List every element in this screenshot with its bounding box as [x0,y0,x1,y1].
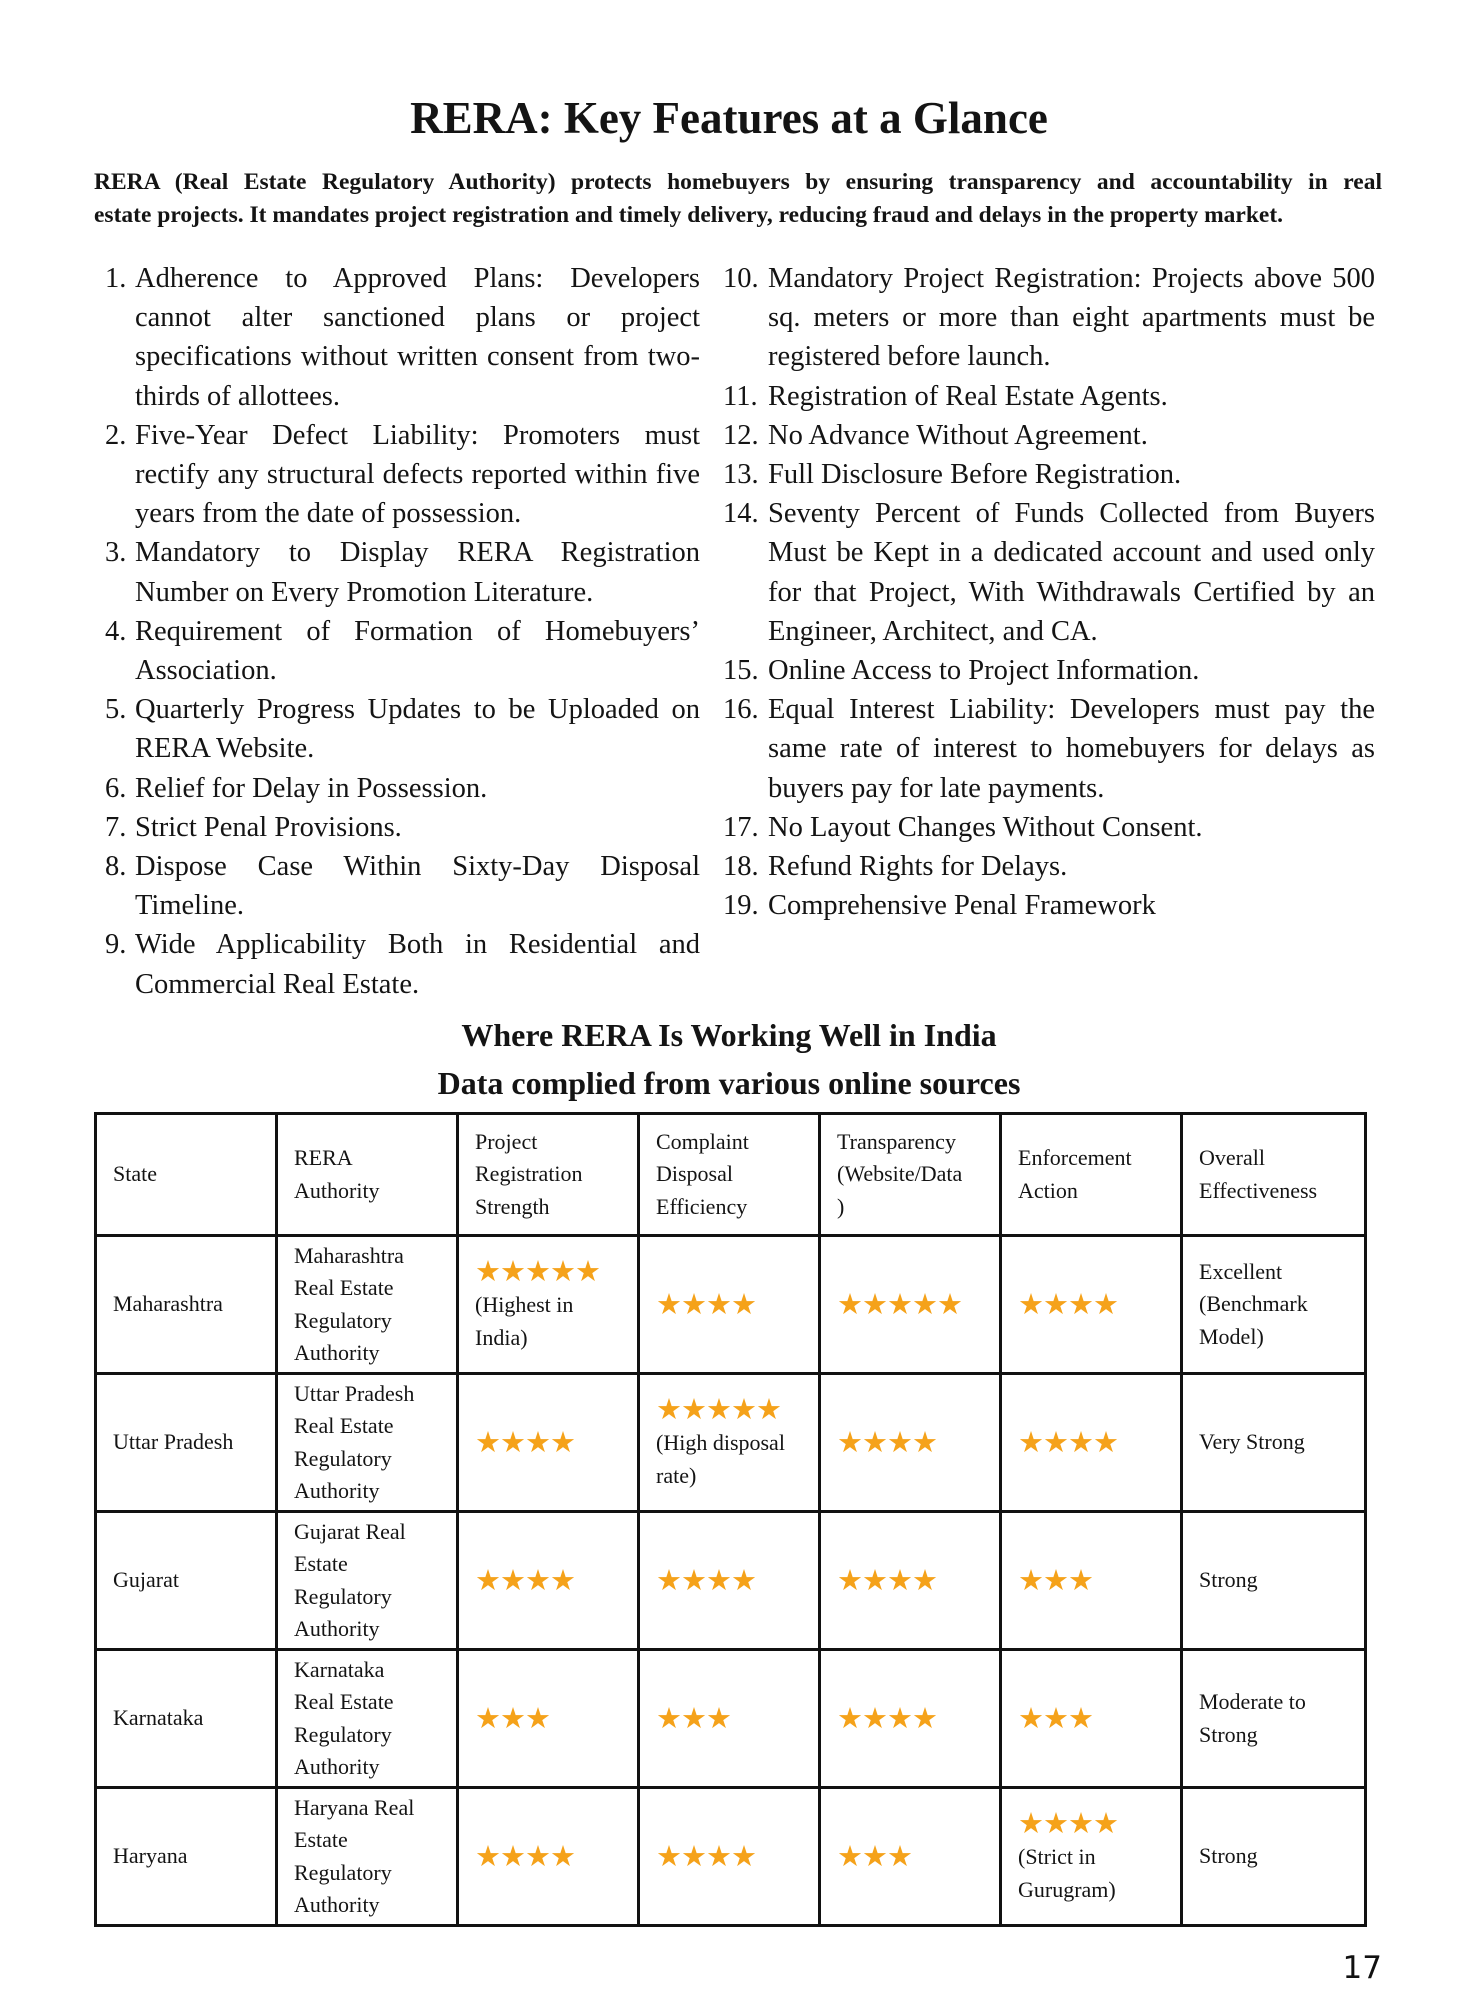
feature-number: 5. [105,694,127,726]
cell-transparency [820,1512,1001,1650]
header-text: Complaint [656,1128,749,1154]
feature-text: Mandatory to Display RERA Registration Number on Every Promotion Literature. [135,537,700,608]
star-rating-icon: ★★★★ [475,1426,575,1459]
cell-overall [1182,1374,1366,1512]
star-rating-icon: ★★★★ [1018,1288,1118,1321]
header-text: Registration [475,1161,583,1187]
star-rating-icon: ★★★★★ [656,1394,781,1426]
table-row [96,1512,1366,1650]
cell-state [96,1788,277,1926]
feature-text: Quarterly Progress Updates to be Uploaded on RERA Website. [135,694,700,765]
cell-state [96,1650,277,1788]
feature-item [723,259,1375,377]
authority-text: Authority [294,1616,380,1641]
cell-complaint [639,1512,820,1650]
feature-text: Online Access to Project Information. [768,655,1200,687]
feature-text: Mandatory Project Registration: Projects above 500 sq. meters or more than eight apartments must be registered before launch. [768,263,1375,373]
header-enforcement [1001,1114,1182,1236]
feature-item [723,847,1375,886]
cell-overall [1182,1650,1366,1788]
feature-item [105,690,700,768]
header-text: (Website/Data [837,1161,963,1187]
feature-item [723,651,1375,690]
feature-text: Comprehensive Penal Framework [768,890,1156,922]
feature-item [723,808,1375,847]
cell-registration [458,1650,639,1788]
state-name: Maharashtra [113,1291,223,1317]
feature-number: 19. [723,890,759,922]
header-text: Disposal [656,1161,733,1187]
header-text: Action [1018,1177,1078,1203]
star-rating-icon: ★★★★ [1018,1426,1118,1459]
cell-registration [458,1512,639,1650]
feature-text: Relief for Delay in Possession. [135,772,488,804]
feature-text: Adherence to Approved Plans: Developers cannot alter sanctioned plans or project specifications without written consent from two-thirds of allottees. [135,263,700,412]
feature-number: 6. [105,772,127,804]
feature-item [105,847,700,925]
feature-item [723,690,1375,808]
cell-overall [1182,1788,1366,1926]
star-rating-icon: ★★★ [475,1702,550,1735]
header-text: RERA [294,1145,353,1170]
feature-text: Requirement of Formation of Homebuyers’ Association. [135,615,700,687]
feature-item [105,808,700,847]
authority-text: Authority [294,1478,380,1503]
cell-enforcement [1001,1788,1182,1926]
feature-item [105,612,700,690]
overall-text: Strong [1199,1721,1258,1747]
overall-text: Excellent [1199,1258,1283,1284]
header-text: Transparency [837,1128,956,1154]
header-text: Project [475,1128,538,1154]
header-text: Strength [475,1193,550,1219]
feature-number: 11. [723,380,758,412]
star-rating-icon: ★★★ [1018,1702,1093,1735]
feature-item [105,533,700,611]
feature-number: 3. [105,537,127,569]
overall-text: Very Strong [1199,1429,1305,1455]
authority-text: Regulatory [294,1445,392,1471]
authority-text: Karnataka [294,1656,385,1682]
cell-overall [1182,1512,1366,1650]
table-header-row [96,1114,1366,1236]
header-complaint [639,1114,820,1236]
cell-enforcement [1001,1512,1182,1650]
cell-authority [277,1788,458,1926]
star-rating-icon: ★★★★ [837,1564,937,1597]
cell-state [96,1236,277,1374]
feature-text: Registration of Real Estate Agents. [768,380,1168,412]
star-rating-icon: ★★★★ [656,1840,756,1873]
authority-text: Regulatory [294,1859,392,1885]
cell-overall [1182,1236,1366,1374]
intro-line: estate projects. It mandates project registration and timely delivery, reducing fraud and delays in the property market. [94,202,1284,228]
cell-enforcement [1001,1236,1182,1374]
page-title: RERA: Key Features at a Glance [410,93,1048,143]
star-rating-icon: ★★★ [1018,1564,1093,1597]
feature-number: 9. [105,929,127,961]
features-list-right [723,259,1375,925]
overall-text: (Benchmark [1199,1291,1308,1317]
feature-number: 13. [723,459,759,491]
authority-text: Real Estate [294,1275,394,1300]
cell-state [96,1512,277,1650]
star-rating-icon: ★★★ [656,1702,731,1735]
authority-text: Regulatory [294,1307,392,1333]
feature-number: 14. [723,498,759,530]
intro-line: RERA (Real Estate Regulatory Authority) protects homebuyers by ensuring transparency and accountability in real [94,169,1382,195]
cell-complaint [639,1788,820,1926]
authority-text: Uttar Pradesh [294,1380,415,1406]
feature-number: 2. [105,419,127,451]
cell-state [96,1374,277,1512]
cell-complaint [639,1374,820,1512]
feature-text: Seventy Percent of Funds Collected from Buyers Must be Kept in a dedicated account and used only for that Project, With Withdrawals Certified by an Engineer, Architect, and CA. [768,498,1375,647]
authority-text: Regulatory [294,1721,392,1747]
feature-number: 15. [723,655,759,687]
header-text: Enforcement [1018,1145,1132,1170]
rating-note: (Highest in [475,1292,574,1317]
cell-authority [277,1650,458,1788]
feature-number: 12. [723,419,759,451]
feature-item [723,886,1375,925]
rera-states-table [94,1112,1367,1927]
authority-text: Maharashtra [294,1242,404,1268]
header-text: Effectiveness [1199,1177,1318,1203]
star-rating-icon: ★★★★ [837,1702,937,1735]
features-list-left [105,259,700,1004]
feature-text: Five-Year Defect Liability: Promoters must rectify any structural defects reported within five years from the date of possession. [135,419,700,530]
rating-note: (Strict in [1018,1844,1096,1869]
feature-text: No Advance Without Agreement. [768,419,1148,451]
header-text: ) [837,1193,845,1219]
feature-text: No Layout Changes Without Consent. [768,811,1203,843]
cell-enforcement [1001,1650,1182,1788]
table-row [96,1236,1366,1374]
feature-text: Wide Applicability Both in Residential and Commercial Real Estate. [135,929,700,1000]
cell-transparency [820,1650,1001,1788]
table-subtitle: Data complied from various online sources [437,1065,1021,1101]
cell-transparency [820,1374,1001,1512]
authority-text: Regulatory [294,1583,392,1609]
header-overall [1182,1114,1366,1236]
cell-complaint [639,1650,820,1788]
star-rating-icon: ★★★★ [1018,1808,1118,1840]
star-rating-icon: ★★★ [837,1840,912,1873]
feature-number: 16. [723,694,759,726]
star-rating-icon: ★★★★★ [837,1288,962,1321]
feature-number: 8. [105,851,127,883]
star-rating-icon: ★★★★ [475,1840,575,1873]
header-text: State [113,1161,157,1187]
feature-item [105,769,700,808]
rating-note: rate) [656,1462,697,1488]
header-state [96,1114,277,1236]
cell-transparency [820,1788,1001,1926]
feature-item [105,416,700,534]
cell-authority [277,1374,458,1512]
header-authority [277,1114,458,1236]
feature-item [723,455,1375,494]
star-rating-icon: ★★★★ [475,1564,575,1597]
cell-registration [458,1788,639,1926]
header-registration [458,1114,639,1236]
rating-note: India) [475,1324,528,1350]
authority-text: Estate [294,1551,348,1576]
feature-number: 4. [105,615,127,647]
star-rating-icon: ★★★★★ [475,1256,600,1288]
feature-number: 17. [723,811,759,843]
star-rating-icon: ★★★★ [656,1564,756,1597]
table-row [96,1374,1366,1512]
header-text: Overall [1199,1145,1265,1170]
cell-registration [458,1236,639,1374]
authority-text: Real Estate [294,1689,394,1714]
cell-complaint [639,1236,820,1374]
star-rating-icon: ★★★★ [837,1426,937,1459]
cell-registration [458,1374,639,1512]
star-rating-icon: ★★★★ [656,1288,756,1321]
table-title: Where RERA Is Working Well in India [461,1017,997,1053]
feature-number: 18. [723,851,759,883]
feature-item [105,259,700,416]
cell-authority [277,1236,458,1374]
header-text: Authority [294,1177,380,1203]
authority-text: Authority [294,1754,380,1779]
feature-text: Strict Penal Provisions. [135,811,402,843]
feature-text: Refund Rights for Delays. [768,851,1068,883]
authority-text: Real Estate [294,1413,394,1438]
feature-number: 1. [105,263,127,294]
overall-text: Strong [1199,1843,1258,1869]
feature-text: Dispose Case Within Sixty-Day Disposal Timeline. [135,851,700,922]
feature-item [723,416,1375,455]
header-text: Efficiency [656,1193,748,1219]
cell-authority [277,1512,458,1650]
feature-text: Equal Interest Liability: Developers must pay the same rate of interest to homebuyers for delays as buyers pay for late payments. [768,694,1375,804]
state-name: Karnataka [113,1705,204,1731]
authority-text: Estate [294,1827,348,1852]
feature-item [723,494,1375,651]
rating-note: (High disposal [656,1430,785,1455]
state-name: Gujarat [113,1567,179,1593]
overall-text: Model) [1199,1323,1264,1349]
authority-text: Gujarat Real [294,1518,406,1544]
authority-text: Authority [294,1892,380,1917]
authority-text: Haryana Real [294,1794,415,1820]
authority-text: Authority [294,1340,380,1365]
state-name: Uttar Pradesh [113,1429,234,1455]
rating-note: Gurugram) [1018,1876,1116,1902]
page-number: 17 [1342,1950,1382,1986]
cell-transparency [820,1236,1001,1374]
feature-number: 7. [105,811,127,843]
header-transparency [820,1114,1001,1236]
feature-item [105,925,700,1003]
table-row [96,1788,1366,1926]
feature-text: Full Disclosure Before Registration. [768,459,1182,491]
table-row [96,1650,1366,1788]
feature-item [723,377,1375,416]
overall-text: Moderate to [1199,1689,1306,1714]
state-name: Haryana [113,1843,188,1869]
feature-number: 10. [723,263,759,294]
cell-enforcement [1001,1374,1182,1512]
intro-paragraph [94,166,1382,232]
overall-text: Strong [1199,1567,1258,1593]
